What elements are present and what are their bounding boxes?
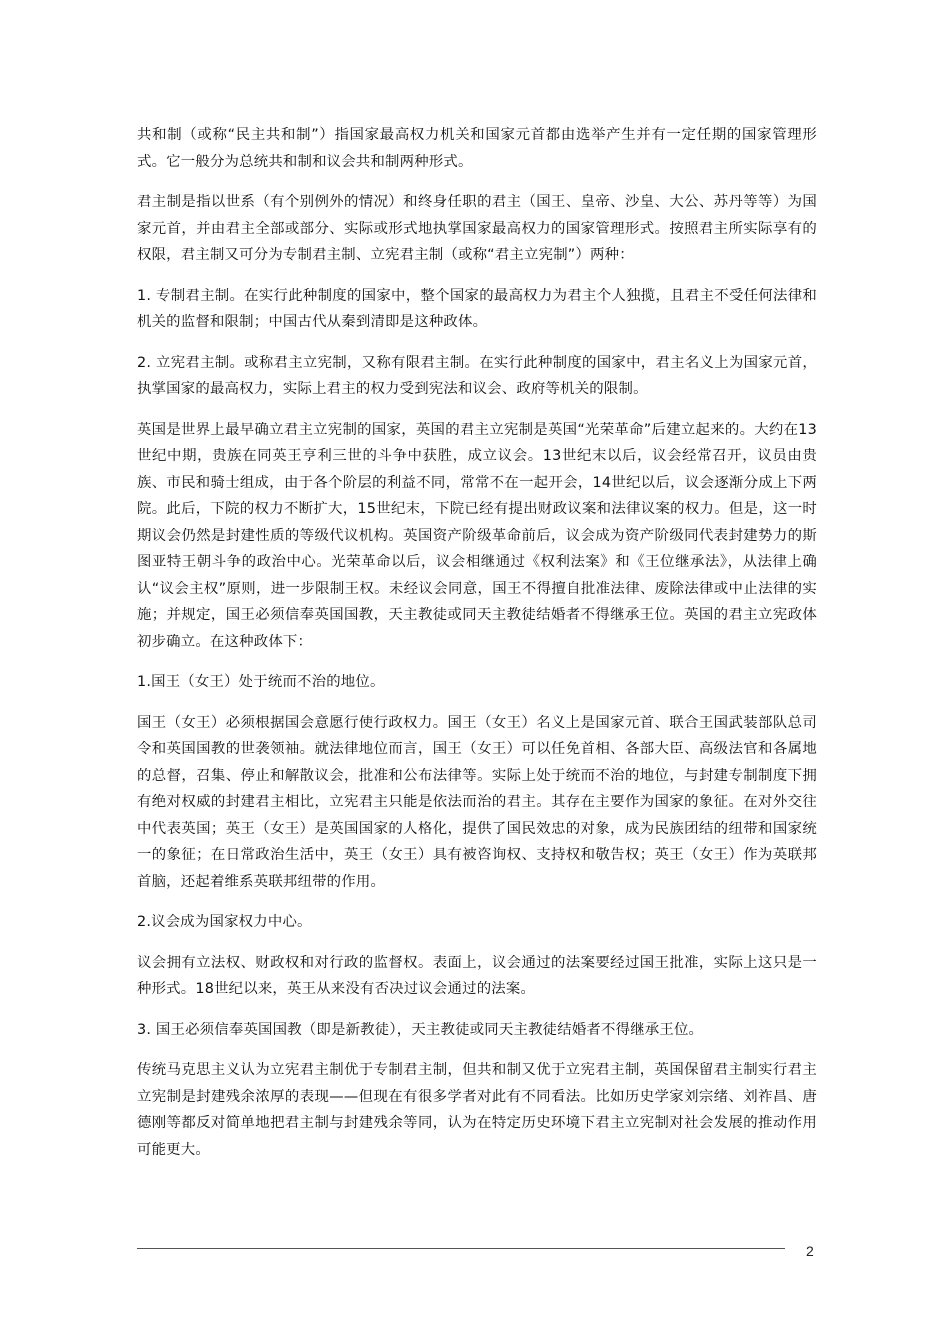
page-number: 2 [806, 1243, 814, 1259]
paragraph-england-history: 英国是世界上最早确立君主立宪制的国家，英国的君主立宪制是英国“光荣革命”后建立起来的。大约在13世纪中期，贵族在同英王亨利三世的斗争中获胜，成立议会。13世纪末以后，议会经常召开，议员由贵族、市民和骑士组成，由于各个阶层的利益不同，常常不在一起开会，14世纪以后，议会逐渐分成上下两院。此后，下院的权力不断扩大，15世纪末，下院已经有提出财政议案和法律议案的权力。但是，这一时期议会仍然是封建性质的等级代议机构。英国资产阶级革命前后，议会成为资产阶级同代表封建势力的斯图亚特王朝斗争的政治中心。光荣革命以后，议会相继通过《权利法案》和《王位继承法》，从法律上确认“议会主权”原则，进一步限制王权。未经议会同意，国王不得擅自批准法律、废除法律或中止法律的实施；并规定，国王必须信奉英国国教，天主教徒或同天主教徒结婚者不得继承王位。英国的君主立宪政体初步确立。在这种政体下： [137, 421, 817, 650]
paragraph-conclusion: 传统马克思主义认为立宪君主制优于专制君主制，但共和制又优于立宪君主制，英国保留君主制实行君主立宪制是封建残余浓厚的表现——但现在有很多学者对此有不同看法。比如历史学家刘宗绪、刘祚昌、唐德刚等都反对简单地把君主制与封建残余等同，认为在特定历史环境下君主立宪制对社会发展的推动作用可能更大。 [137, 1062, 817, 1158]
paragraph-monarchy: 君主制是指以世系（有个别例外的情况）和终身任职的君主（国王、皇帝、沙皇、大公、苏丹等等）为国家元首，并由君主全部或部分、实际或形式地执掌国家最高权力的国家管理形式。按照君主所实际享有的权限，君主制又可分为专制君主制、立宪君主制（或称“君主立宪制”）两种： [137, 194, 817, 263]
paragraph-republic: 共和制（或称“民主共和制”）指国家最高权力机关和国家元首都由选举产生并有一定任期的国家管理形式。它一般分为总统共和制和议会共和制两种形式。 [137, 127, 817, 170]
body-text [137, 122, 817, 1177]
paragraph-absolute-monarchy: 1. 专制君主制。在实行此种制度的国家中，整个国家的最高权力为君主个人独揽，且君主不受任何法律和机关的监督和限制；中国古代从秦到清即是这种政体。 [137, 287, 817, 330]
paragraph-point-3: 3. 国王必须信奉英国国教（即是新教徒），天主教徒或同天主教徒结婚者不得继承王位。 [137, 1021, 704, 1038]
paragraph-point-2-body: 议会拥有立法权、财政权和对行政的监督权。表面上，议会通过的法案要经过国王批准，实际上这只是一种形式。18世纪以来，英王从来没有否决过议会通过的法案。 [137, 954, 817, 997]
paragraph-constitutional-monarchy: 2. 立宪君主制。或称君主立宪制，又称有限君主制。在实行此种制度的国家中，君主名义上为国家元首，执掌国家的最高权力，实际上君主的权力受到宪法和议会、政府等机关的限制。 [137, 354, 817, 397]
paragraph-point-1-body: 国王（女王）必须根据国会意愿行使行政权力。国王（女王）名义上是国家元首、联合王国武装部队总司令和英国国教的世袭领袖。就法律地位而言，国王（女王）可以任免首相、各部大臣、高级法官和各属地的总督，召集、停止和解散议会，批准和公布法律等。实际上处于统而不治的地位，与封建专制制度下拥有绝对权威的封建君主相比，立宪君主只能是依法而治的君主。其存在主要作为国家的象征。在对外交往中代表英国；英王（女王）是英国国家的人格化，提供了国民效忠的对象，成为民族团结的纽带和国家统一的象征；在日常政治生活中，英王（女王）具有被咨询权、支持权和敬告权；英王（女王）作为英联邦首脑，还起着维系英联邦纽带的作用。 [137, 714, 817, 890]
footer-divider [137, 1248, 785, 1249]
paragraph-point-2-heading: 2.议会成为国家权力中心。 [137, 914, 312, 930]
paragraph-point-1-heading: 1.国王（女王）处于统而不治的地位。 [137, 674, 385, 690]
